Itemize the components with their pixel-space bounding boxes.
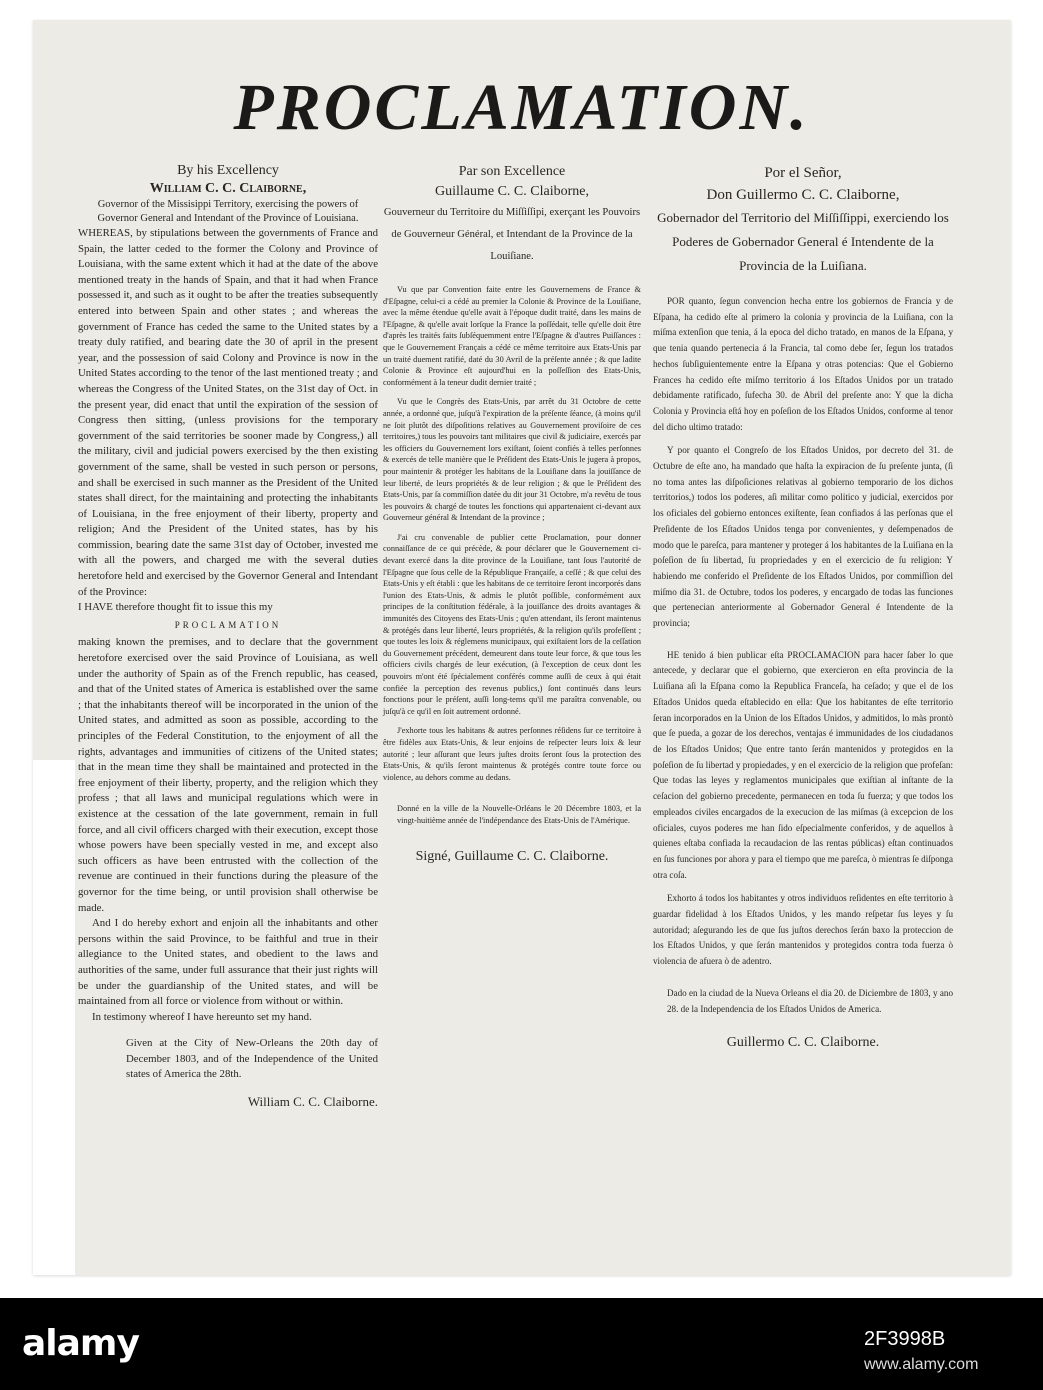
spanish-paragraph-proclamation: HE tenido á bien publicar eſta PROCLAMACION para hacer ſaber lo que antecede, y declarar que el gobierno, que exercieron en eſta provincia de la Luiſiana aſi la Eſpana como la Republica Franceſa, ha ceſado; y que el de los Eſtados Unidos queda eſtablecido en ella: Que los habitantes de eſte territorio ſeran incorporados en la Union de los Eſtados Unidos, y admitidos, lo màs prontò que ſe pueda, a gozar de los derechos, ventajas é immunidades de los ciudadanos de los Eſtados Unidos; Que entre tanto ſerán mantenidos y protegidos en la poſeſion de ſu libertad y propiedades, y en el exercicio de la religion que profeſan: Que todas las leyes y reglamentos municipales que exiſtian al inſtante de la ceſacion del gobierno precedente, permanecen en toda ſu fuerza; y que todos los empleados civiles encargados de la execucion de las miſmas (à excepcion de los oficiales, cuyos poderes me han ſido eſpecialmente conferidos, y de aquellos à quienes eſtaba confiada la recaudacion de las rentas públicas) eſtan continuados en ſus funciones por ahora y para el tiempo que me pareſca, ò mientras ſe diſponga otra coſa. — [653, 649, 953, 880]
spanish-paragraph-convention: POR quanto, ſegun convencion hecha entre los gobiernos de Francia y de Eſpana, ha cedido eſte al primero la colonia y provincia de la Luiſiana, con la miſma extenſion que tenia, á la epoca del dicho tratado, en manos de la Eſpana, y que tenia quando pertenecia á la Francia, tal como debe ſer, ſegun los tratados hechos ſubſiguientemente entre la Eſpana y otras potencias: Que el Gobierno Frances ha cedido eſte miſmo territorio á los Eſtados Unidos por un tratado debidamente ratificado, ſufecha 30. de Abril del preſente ano: Y que la dicha Colonia y Provincia eſtá hoy en poſeſion de los Eſtados Unidos, conforme al tenor del dicho ultimo tratado: — [653, 296, 953, 432]
english-given-at: Given at the City of New-Orleans the 20th day of December 1803, and of the Independence of the United states of America the 28th. — [126, 1037, 378, 1081]
spanish-signature: Guillermo C. C. Claiborne. — [726, 1035, 880, 1051]
english-paragraph-whereas: WHEREAS, by stipulations between the governments of France and Spain, the latter ceded to the former the Colony and Province of Louisiana, with the same extent which it had at the date of the above mentioned treaty in the hands of Spain, and that it had when France possessed it, and such as it ought to be after the treaties subsequently entered into between Spain and other states ; and whereas the government of France has ceded the same to the United states by a treaty duly ratified, and bearing date the 30 of april in the present year, and the possession of said Colony and Province is now in the United States according to the tenor of the last mentioned treaty ; and whereas the Congress of the United States, on the 31st day of Oct. in the present year, did enact that until the expiration of the session of Congress then sitting, (unless provisions for the temporary government of the said territories be sooner made by Congress,) all the military, civil and judicial powers exercised by the then existing government of the same, shall be vested in such person or persons, and shall be exercised in such manner as the President of the United states shall direct, for the maintaining and protecting the inhabitants of Louisiana, in the free enjoyment of their liberty, property and religion; And the President of the United states, has by his commission, bearing date the same 31st day of October, invested me with all the powers, and charged me with the several duties heretofore held and exercised by the Governor General and Intendant of the Province: — [78, 227, 378, 598]
english-paragraph-issue: I HAVE therefore thought fit to issue this my — [78, 601, 273, 614]
french-paragraph-proclamation: J'ai cru convenable de publier cette Proclamation, pour donner connaiſſance de ce qui précède, & pour déclarer que le Gouvernement ci-devant exercé dans la dite province de la Louiſiane, tant ſous l'autorité de l'Eſpagne que ſous celle de la République Françaiſe, a ceſſé ; & que celui des Etats-Unis y eſt établi : que les habitans de ce territoire ſeront incorporés dans l'union des Etats-Unis, & admis le plutôt poſſible, conformément aux principes de la conſtitution fédérale, à la jouiſſance des droits avantages & immunités des Citoyens des Etats-Unis ; qu'en attendant, ils ſeront maintenus & protégés dans leur liberté, leurs propriétés, & la religion qu'ils profeſſent ; que toutes les loix & réglemens municipaux, qui exiſtaient lors de la ceſſation du Gouvernement précédent, demeurent dans toute leur force, & que tous les officiers civils chargés de leur exécution, (à l'exception de ceux dont les pouvoirs m'ont été ſpécialement conférés comme auſſi de ceux à qui était confiée la perception des revenus publics,) ſont continués dans leurs fonctions pour le préſent, auſſi long-tems qu'il me paraîtra convenable, ou juſqu'à ce qu'il en ſoit autrement ordonné. — [383, 532, 641, 716]
spanish-column — [653, 162, 953, 1051]
english-heading: By his Excellency — [177, 163, 279, 178]
spanish-heading: Por el Señor, — [764, 165, 842, 181]
english-column — [78, 162, 378, 1109]
french-heading: Par son Excellence — [458, 164, 566, 179]
english-proclamation-subhead: PROCLAMATION — [174, 619, 282, 630]
french-governor-name: Guillaume C. C. Claiborne, — [435, 184, 589, 199]
french-governor-title: Gouverneur du Territoire du Miſſiſſipi, exerçant les Pouvoirs de Gouverneur Général, et Intendant de la Province de la Louiſiane. — [383, 207, 641, 262]
french-signature: Signé, Guillaume C. C. Claiborne. — [415, 848, 609, 864]
english-paragraph-testimony: In testimony whereof I have hereunto set my hand. — [92, 1010, 312, 1023]
french-paragraph-convention: Vu que par Convention faite entre les Gouvernemens de France & d'Eſpagne, celui-ci a cédé au premier la Colonie & Province de la Louiſiane, avec la même étendue qu'elle avait à l'époque dudit traité, dans les mains de l'Eſpagne, & qu'elle avait lorſque la France la poſſédait, telle qu'elle doit être d'après les traités faits ſubſéquemment entre l'Eſpagne & d'autres Puiſſances : que le Gouvernement Français a cédé ce même territoire aux Etats-Unis par un traité duement ratifié, daté du 30 Avril de la préſente année ; & que ladite Colonie & Province eſt aujourd'hui en la poſſeſſion des Etats-Unis, conformément à la teneur dudit dernier traité ; — [383, 285, 641, 387]
spanish-paragraph-exhortation: Exhorto á todos los habitantes y otros individuos reſidentes en eſte territorio à guardar fidelidad à los Eſtados Unidos, y les mando reſpetar ſus leyes y ſu autoridad; aſegurando les de que ſus juſtos derechos ſerán baxo la proteccion de los Eſtados Unidos, y que ſerán mantenidos y protegidos contra toda fuerza ò violencia de afuera ò de adentro. — [653, 893, 953, 967]
alamy-logo: alamy — [22, 1323, 139, 1364]
spanish-governor-name: Don Guillermo C. C. Claiborne, — [706, 187, 900, 203]
english-paragraph-declaration: making known the premises, and to declare that the government heretofore exercised over the said Province of Louisiana, as well under the authority of Spain as of the French republic, has ceased, and that of the United states of America is established over the same ; that the inhabitants thereof will be incorporated in the union of the United states, and admitted as soon as possible, according to the principles of the Federal Constitution, to the enjoyment of all the rights, advantages and immunities of citizens of the United states; that in the mean time they shall be maintained and protected in the free enjoyment of their liberty, property, and the religion which they profess ; that all laws and municipal regulations which were in existence at the cessation of the late government, remain in full force, and all civil officers charged with their execution, except those whose powers have been specially vested in me, and except also such officers as have been entrusted with the collection of the revenue are continued in their functions during the pleasure of the governor for the time being, or until provision shall otherwise be made. — [78, 636, 378, 914]
stock-site-url: www.alamy.com — [864, 1356, 979, 1373]
french-dated: Donné en la ville de la Nouvelle-Orléans le 20 Décembre 1803, et la vingt-huitième année de l'indépendance des Etats-Unis de l'Amérique. — [397, 804, 641, 825]
spanish-dated: Dado en la ciudad de la Nueva Orleans el dia 20. de Diciembre de 1803, y ano 28. de la Independencia de los Eſtados Unidos de America. — [667, 987, 953, 1014]
spanish-paragraph-congress: Y por quanto el Congreſo de los Eſtados Unidos, por decreto del 31. de Octubre de eſte ano, ha mandado que haſta la expiracion de ſu preſente junta, (ſi no toma antes las diſpoſiciones relativas al gobierno temporario de los dichos territorios,) todos los poderes, aſi militar como politico y judicial, exercidos por los oficiales del gobierno entonces exiſtente, ſean confiados á las perſonas que el Preſidente de los Eſtados Unidos tenga por convenientes, y deſempenados de modo que le pareſca, para mantener y proteger á los habitantes de la Luiſiana en la poſeſion de ſu libertad, ſu propriedades y en el exercicio de ſu religion: Y habiendo me conferido el Preſidente de los Eſtados Unidos, por commiſſion del miſmo dia 31. de Octubre, todos los poderes, y encargado de todas las funciones que pertenecian anteriormente al Gobernador General é Intendente de la provincia; — [653, 445, 953, 629]
english-governor-name: William C. C. Claiborne, — [149, 181, 307, 196]
french-column — [383, 162, 641, 862]
page-cutout — [33, 760, 75, 1275]
stock-photo-id: 2F3998B — [864, 1328, 946, 1350]
english-signature: William C. C. Claiborne. — [247, 1093, 378, 1109]
spanish-governor-title: Gobernador del Territorio del Miſſiſſippi, exerciendo los Poderes de Gobernador General é Intendente de la Provincia de la Luiſiana. — [657, 210, 949, 273]
english-paragraph-exhortation: And I do hereby exhort and enjoin all the inhabitants and other persons within the said Province, to be faithful and true in their allegiance to the United states, and obedient to the laws and authorities of the same, under full assurance that their just rights will be under the guardianship of the United states, and will be maintained from all force or violence from without or within. — [78, 917, 378, 1008]
proclamation-title: PROCLAMATION. — [233, 71, 810, 144]
english-governor-title: Governor of the Missisippi Territory, exercising the powers of Governor General and Intendant of the Province of Louisiana. — [97, 199, 359, 224]
french-paragraph-exhortation: J'exhorte tous les habitans & autres perſonnes réſidens ſur ce territoire à être fidèles aux Etats-Unis, & leur enjoins de reſpecter leurs loix & leur autorité ; leur aſſurant que leurs juſtes droits ſeront ſous la protection des Etats-Unis, & qu'ils ſeront maintenus & protégés contre toute force ou violence, au dehors comme au dedans. — [383, 726, 641, 782]
french-paragraph-congress: Vu que le Congrès des Etats-Unis, par arrêt du 31 Octobre de cette année, a ordonné que, juſqu'à l'expiration de la préſente ſéance, (à moins qu'il ne ſoit plutôt des diſpoſitions relatives au Gouvernement proviſoire de ces territoires,) tous les pouvoirs tant militaires que civil & judiciaire, exercés par les officiers du Gouvernement lors exiſtant, ſoient confiés à telles perſonnes & exercés de telle manière que le Préſident des Etats-Unis le jugera à propos, pour maintenir & protéger les habitans de la Louiſiane dans la jouiſſance de leur liberté, de leurs propriétés & de leur religion ; & que le Préſident des Etats-Unis, par ſa commiſſion datée du dit jour 31 Octobre, m'a revêtu de tous les pouvoirs & chargé de toutes les fonctions qui appartenaient ci-devant aux Gouverneur général & Intendant de la province ; — [383, 397, 641, 523]
